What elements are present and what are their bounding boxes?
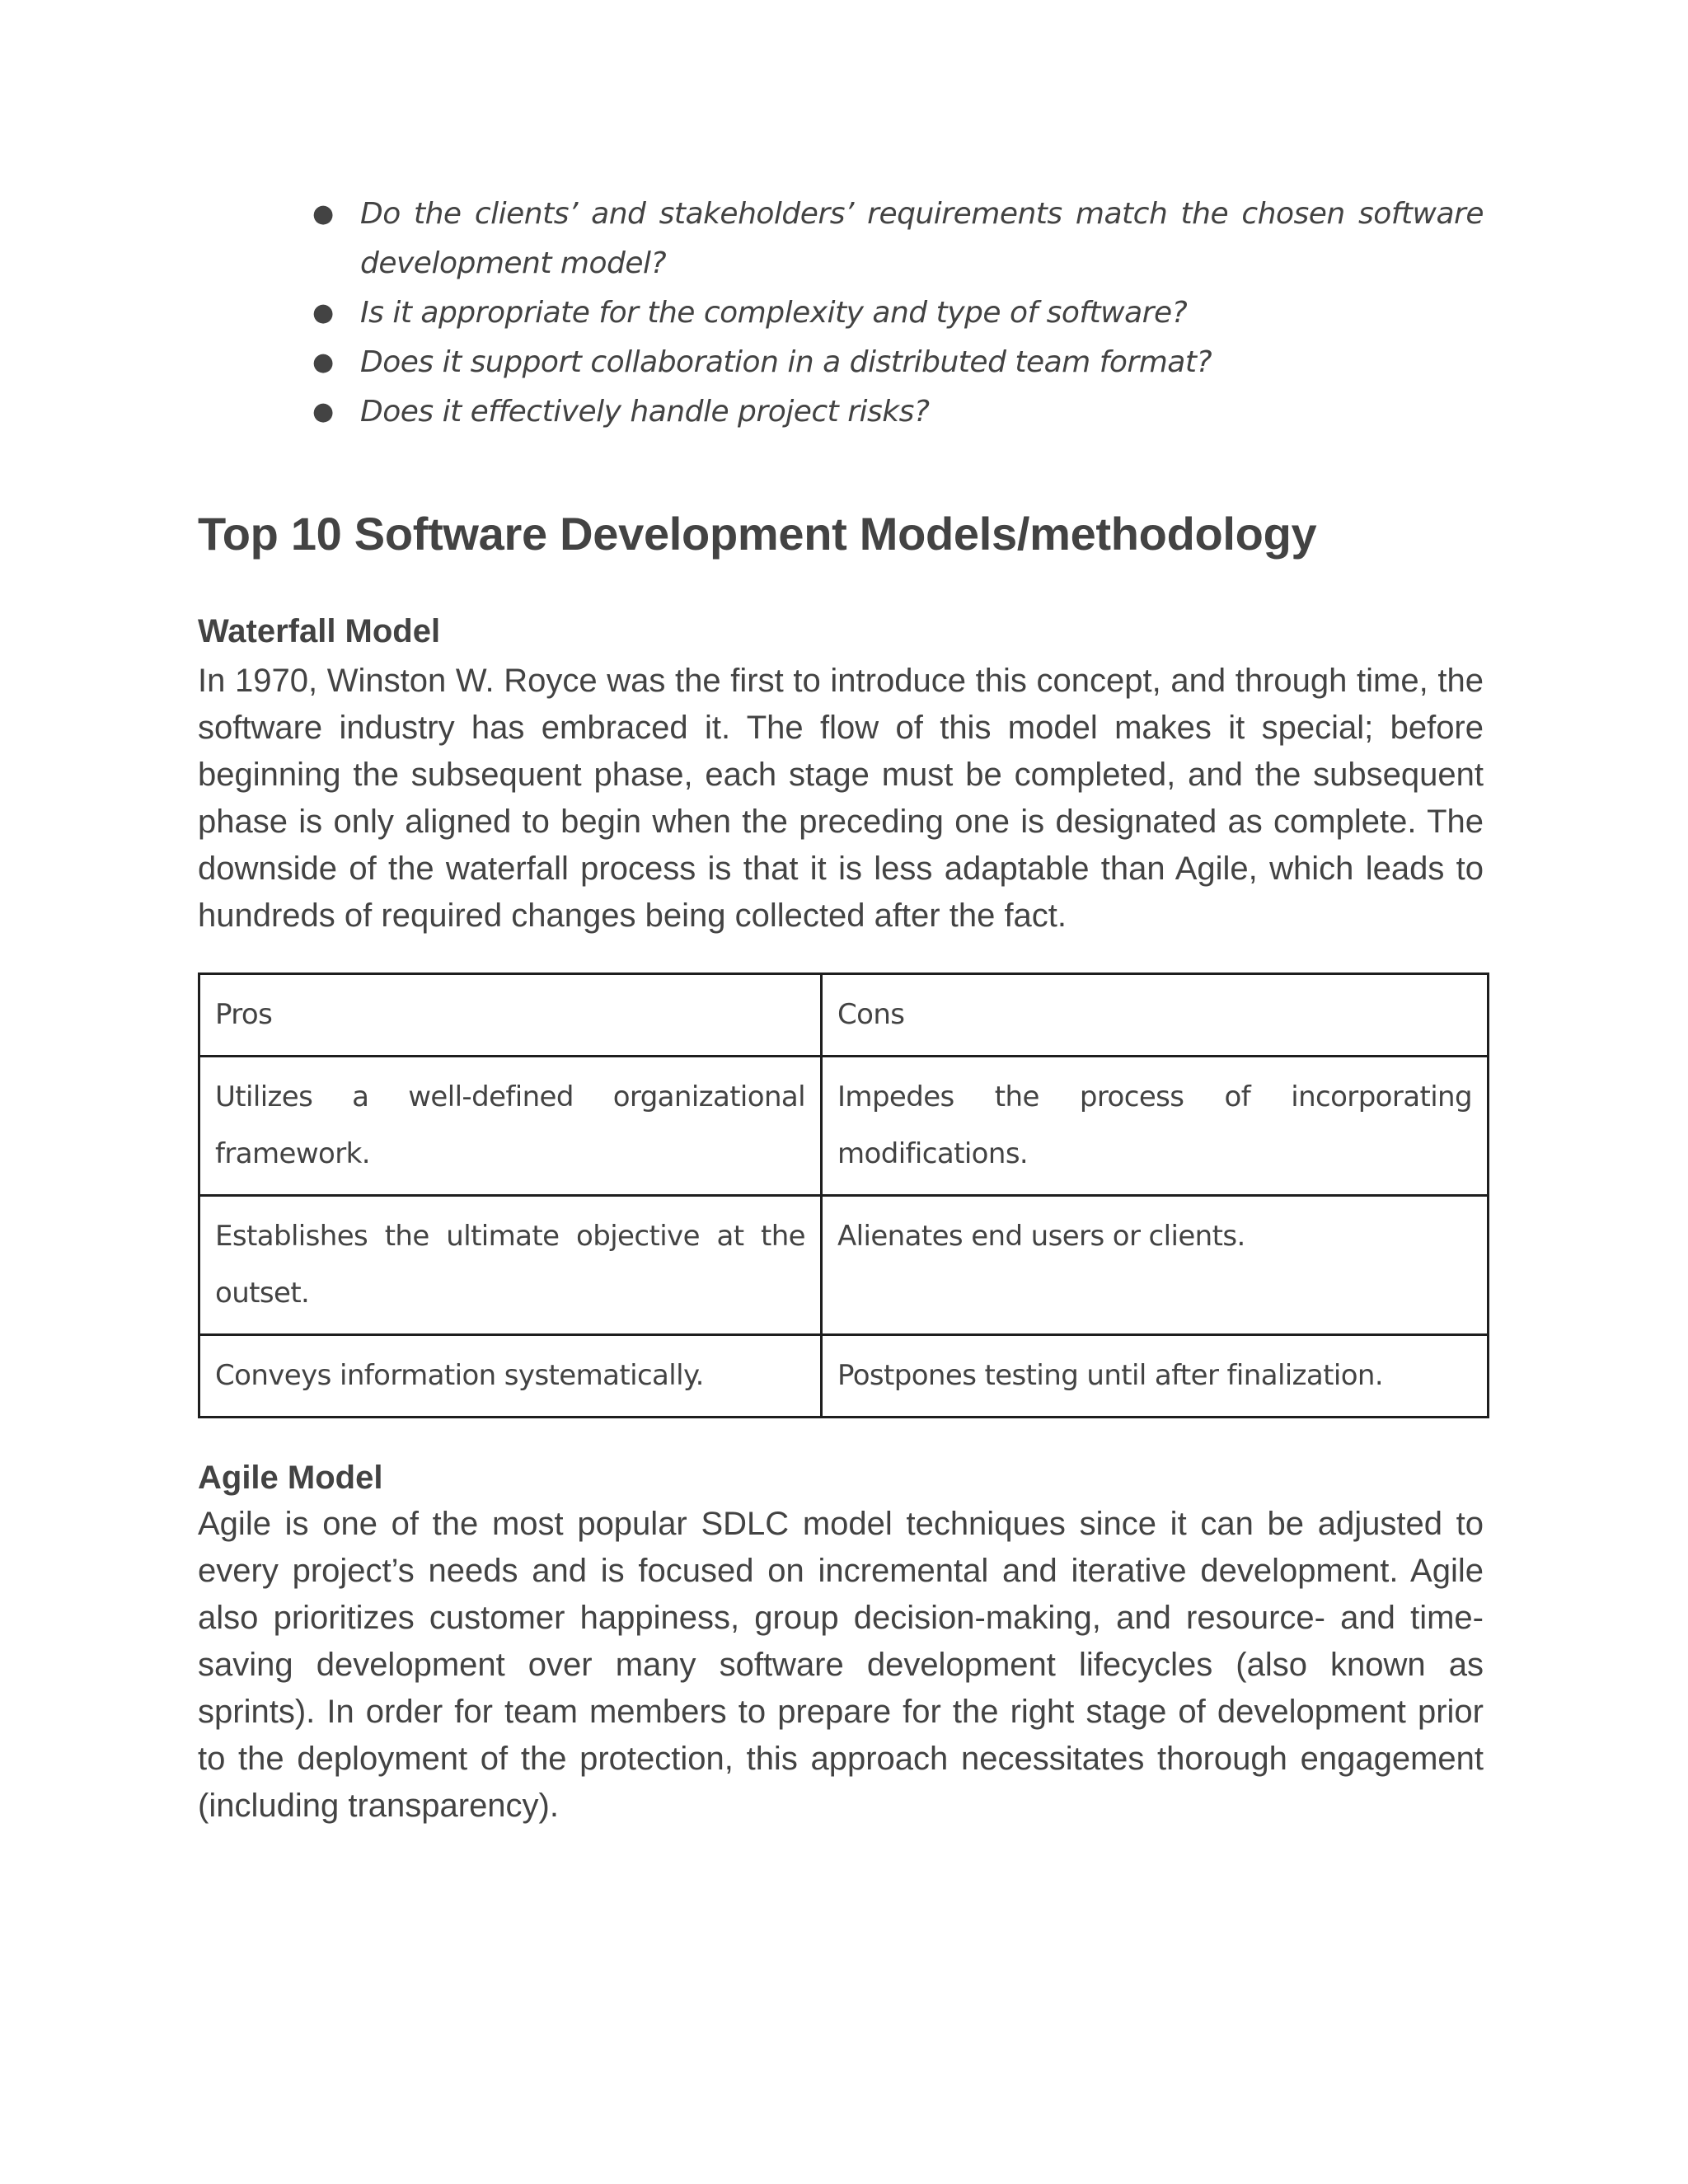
evaluation-questions-list [198,190,1484,437]
waterfall-pros-cons-table [198,972,1489,1418]
table-cell-pro: Utilizes a well-defined organizational framework. [199,1057,822,1196]
table-row [199,1196,1489,1335]
bullet-icon: ● [312,298,334,327]
waterfall-paragraph: In 1970, Winston W. Royce was the first to introduce this concept, and through time, the software industry has embraced it. The flow of this model makes it special; before beginning the subsequent phase, each stage must be completed, and the subsequent phase is only aligned to begin when the preceding one is designated as complete. The downside of the waterfall process is that it is less adaptable than Agile, which leads to hundreds of required changes being collected after the fact. [198,663,1484,934]
table-cell-con: Postpones testing until after finalization. [822,1335,1489,1418]
waterfall-heading: Waterfall Model [198,613,441,649]
table-cell-pro: Conveys information systematically. [199,1335,822,1418]
list-item-text: Does it support collaboration in a distributed team format? [360,345,1212,379]
bullet-icon: ● [312,397,334,426]
table-cell-con: Impedes the process of incorporating modifications. [822,1057,1489,1196]
page-title: Top 10 Software Development Models/methodology [198,508,1317,560]
bullet-icon: ● [312,348,334,377]
list-item [312,288,1484,338]
table-cell-pro: Establishes the ultimate objective at the outset. [199,1196,822,1335]
list-item-text: Does it effectively handle project risks? [360,395,930,429]
table-header-cons: Cons [822,974,1489,1057]
list-item [312,387,1484,437]
table-row [199,1057,1489,1196]
list-item-text: Is it appropriate for the complexity and type of software? [360,296,1188,330]
list-item [312,338,1484,387]
agile-paragraph: Agile is one of the most popular SDLC model techniques since it can be adjusted to every project’s needs and is focused on incremental and iterative development. Agile also prioritizes customer happiness, group decision-making, and resource- and time-saving development over many software development lifecycles (also known as sprints). In order for team members to prepare for the right stage of development prior to the deployment of the protection, this approach necessitates thorough engagement (including transparency). [198,1506,1484,1824]
list-item [312,190,1484,288]
bullet-icon: ● [312,199,334,228]
list-item-text: Do the clients’ and stakeholders’ requirements match the chosen software development model? [360,197,1484,280]
table-header-row [199,974,1489,1057]
table-header-pros: Pros [199,974,822,1057]
table-cell-con: Alienates end users or clients. [822,1196,1489,1335]
agile-heading: Agile Model [198,1460,383,1496]
table-row [199,1335,1489,1418]
document-page [198,190,1484,1830]
